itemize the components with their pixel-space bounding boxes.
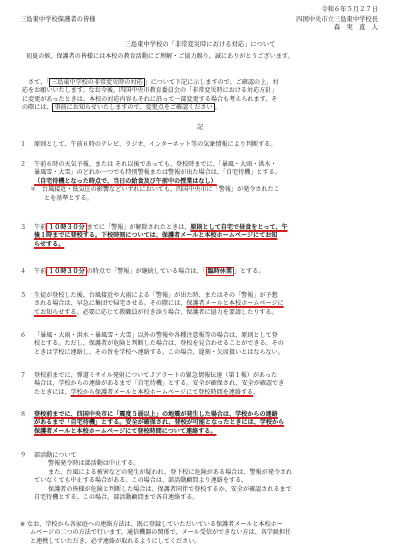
item-text: 午前 — [34, 268, 47, 275]
item-text: される場合は、早急に集団で帰宅させる。その際には、 — [34, 300, 187, 308]
list-item-8 — [20, 411, 384, 436]
sender-name: 森 実 直 人 — [333, 24, 378, 31]
notice-line4-post: 。 — [214, 104, 221, 112]
document-date: 令和６年５月２７日 — [321, 6, 378, 13]
notice-line4-pre: の際には、 — [22, 104, 53, 112]
red-boxed-closure: 臨時休業 — [207, 268, 232, 275]
asterisk-mark: ＊ — [30, 186, 37, 194]
red-underlined-text: 保護者メールと本校ホームページにて登校時間について連絡する。 — [34, 427, 217, 435]
item-text-line: 午前６時の天気予報、または それ以後であっても、登校時までに、「暴風・大雨・洪水・ — [34, 161, 277, 168]
item-number: ７ — [20, 372, 27, 379]
notice-line3: に変更があったときは、本校の対応内容もそれに沿って一部変更する場合も考えられます。そ — [22, 95, 278, 103]
notice-paragraph — [22, 79, 378, 113]
item-text: 。 — [253, 388, 260, 396]
list-item-9 — [20, 452, 384, 502]
highlight-box-confirm: 事前にお知らせいたしますので、変更点をご確認ください — [54, 104, 213, 112]
red-underlined-text: があるまで「自宅待機」とする。安全が確保され、登校が可能となったときには、学校から — [34, 419, 285, 427]
list-item-6 — [20, 332, 384, 357]
addressee: 三島東中学校保護者の皆様 — [20, 16, 96, 23]
intro-paragraph: 初夏の候、保護者の皆様には本校の教育活動にご理解・ご協力賜り、誠にありがとうございます。 — [26, 53, 294, 60]
note-line: ムページの二つの方法で行います。通信機器の関係で、メール受信ができない方は、各学級担任 — [30, 529, 292, 537]
red-underlined-text: 下校時刻については、保護者メールと本校ホームページにてお知 — [101, 232, 278, 240]
list-item-3 — [20, 224, 384, 249]
item-text: 原則として、午前６時のテレビ、ラジオ、インターネット等の気象情報により判断する。 — [34, 141, 277, 148]
list-item-5 — [20, 292, 384, 317]
red-underlined-text: らせする。 — [34, 240, 65, 248]
red-underlined-text: 後１時までに登校する。 — [34, 232, 102, 240]
item-text-line: ていなくても中止する場合がある。この場合は、部活動顧問より連絡をする。 — [34, 477, 248, 485]
item-text-line: 保護者の皆様が危険と判断した場合は、保護者同伴で登校するか、安全が確認されるまで — [48, 485, 292, 493]
item-text-line: 校とする。ただし、保護者が危険と判断した場合は、登校を見合わせることができる。その — [34, 340, 284, 348]
item-subnote: 台風接近・低気圧の影響などいずれにおいても、四国中央市に「警報」が発令されたこ — [42, 186, 280, 194]
item-text: たときには、 — [34, 388, 71, 396]
note-line: ※ なお、学校から各家庭への連絡方法は、既に登録していただいている保護者メールと本校ホー — [20, 521, 283, 528]
item-text: 午前 — [34, 224, 47, 231]
item-number: ９ — [20, 452, 27, 459]
item-subnote-cont: とを基準とする。 — [44, 194, 93, 202]
item-number: １ — [20, 141, 27, 148]
list-item-7 — [20, 372, 384, 397]
red-underlined-text: 原則として自宅で昼食をとって、午 — [190, 224, 288, 231]
item-text: の時点で「警報」が継続している場合は、「 — [86, 268, 206, 275]
item-text-line: 自宅待機とする。この場合、部活動顧問まで各自連絡する。 — [34, 494, 199, 502]
document-title: 三島東中学校の「非常変災時における対応」について — [124, 41, 276, 48]
item-number: ２ — [20, 161, 27, 168]
item-text-line: 「暴風・大雨・洪水・暴風雪・大雪」以外の警報や各種注意報等の場合は、原則として登 — [34, 332, 278, 339]
footer-note — [20, 521, 384, 546]
notice-line1-post: 」について下記に示しますので、ご確認の上、対 — [144, 79, 279, 86]
red-underlined-text: 登校前までに、四国中央市に「震度５弱以上」の地震が発生した場合は、学校からの連絡 — [34, 411, 278, 418]
red-boxed-time: １０時３０分 — [48, 268, 85, 275]
red-underlined-text: 保護者メールと本校ホームページに — [186, 300, 284, 308]
ki-heading: 記 — [196, 124, 204, 131]
list-item-4 — [20, 268, 384, 276]
highlight-box-policy: 三島東中学校の非常変災時の対応 — [51, 79, 143, 86]
notice-line2: 応をお願いいたします。なお今後、四国中央市教育委員会の「非常変災時における対応方針」 — [22, 87, 278, 95]
red-underlined-text: 学校から保護者メールと本校ホームページにて登校時間を連絡する — [70, 388, 254, 396]
item-number: ３ — [20, 224, 27, 231]
red-boxed-time: １０時３０分 — [48, 224, 85, 231]
list-item-1 — [20, 141, 384, 149]
notice-line1-pre: さて、「 — [28, 79, 50, 86]
item-text-line: 生徒が登校した後、台風接近や大雨による「警報」が出た時、またはその「警報」が予想 — [34, 292, 278, 299]
item-text-line: ときは学校に連絡し、その旨を学校へ連絡する。この場合、遅刻・欠席扱いとはならない。 — [34, 348, 284, 356]
item-text-line: 暴風雪・大雪」のどれか一つでも特別警報または警報が出た場合は、「自宅待機」とする。 — [34, 169, 281, 177]
sender-block — [296, 16, 378, 32]
item-text: 。必要に応じて教職員が付き添う場合、保護者に協力を要請したりする。 — [76, 308, 278, 316]
red-underlined-text: てお知らせする — [34, 308, 77, 316]
item-number: ８ — [20, 411, 27, 418]
item-text-line: 場合は、学校からの連絡があるまで「自宅待機」とする。安全が確保され、安全が確認でき — [34, 380, 285, 388]
item-text-line: また、台風による被害などの発生が疑われ、登下校に危険がある場合は、警報が発令され — [48, 468, 293, 476]
item-text-line: 登校前までに、弾道ミサイル発射についてＪアラートの緊急情報伝達（第１報）があった — [34, 372, 278, 379]
note-line: と連携していただき、必ず連絡が取れるようにしてください。 — [30, 537, 201, 545]
item-number: ５ — [20, 292, 27, 299]
item-number: ６ — [20, 332, 27, 339]
sender-school: 四国中央市立三島東中学校長 — [296, 16, 378, 23]
item-number: ４ — [20, 268, 27, 275]
red-underlined-text: （自宅待機となった時点で、当日の給食及び午前中の授業はなし） — [34, 177, 217, 185]
item-heading: 部活動について — [34, 452, 77, 459]
list-item-2 — [20, 161, 384, 203]
item-text: 」とする。 — [233, 268, 265, 275]
item-text: までに「警報」が解除されたときは、 — [86, 224, 191, 231]
item-text-line: 警報発令時は部活動は中止する。 — [48, 460, 140, 468]
